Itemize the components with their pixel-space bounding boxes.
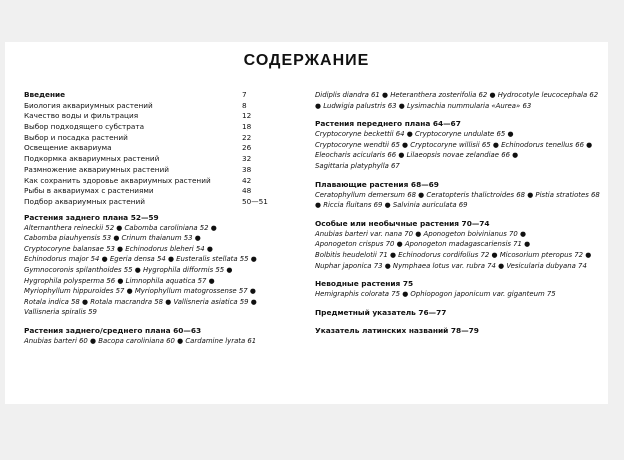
bullet-icon: ● [167, 255, 174, 264]
toc-page-number: 8 [242, 100, 247, 110]
section-entries [315, 229, 600, 271]
plant-entry [126, 277, 207, 285]
section-entries [315, 129, 600, 171]
plant-entry [315, 91, 380, 99]
plant-entry [173, 298, 248, 306]
bullet-icon: ● [489, 91, 496, 99]
bullet-icon: ● [90, 336, 97, 345]
bullet-icon: ● [250, 297, 257, 306]
toc-row [24, 133, 284, 144]
bullet-icon: ● [527, 190, 534, 199]
bullet-icon: ● [507, 130, 514, 139]
plant-entry-text: Lilaeopsis novae zelandiae 66 [406, 151, 510, 160]
plant-entry-text: Micosorium pteropus 72 [499, 250, 584, 259]
plant-entry-text: Sagittaria platyphylla 67 [315, 161, 400, 170]
plant-entry-text: Hygrophila polysperma 56 [24, 276, 116, 285]
plant-entry-text: Heteranthera zosterifolia 62 [390, 91, 488, 99]
bullet-icon: ● [315, 101, 322, 110]
bullet-icon: ● [398, 151, 405, 160]
plant-entry-text: Riccia fluitans 69 [323, 201, 383, 210]
index-section [315, 119, 600, 171]
section-heading: Растения заднего/среднего плана 60—63 [24, 325, 202, 335]
bullet-icon: ● [126, 287, 133, 296]
toc-row [24, 197, 284, 208]
toc-label: Размножение аквариумных растений [24, 164, 170, 174]
section-heading: Предметный указатель 76—77 [315, 307, 447, 317]
plant-entry [315, 151, 396, 159]
plant-entry [315, 251, 388, 259]
plant-entry [315, 191, 416, 199]
plant-entry-text: Cryptocoryne wendtii 65 [315, 140, 400, 149]
bullet-icon: ● [492, 140, 499, 149]
plant-entry-text: Cryptocoryne willisii 65 [410, 140, 491, 149]
plant-entry [24, 245, 115, 253]
bullet-icon: ● [402, 140, 409, 149]
index-section [24, 326, 284, 347]
section-heading: Неводные растения 75 [315, 279, 414, 289]
plant-entry-text: Eusteralis stellata 55 [176, 255, 249, 264]
plant-entry-text: Gymnocoronis spilanthoides 55 [24, 265, 133, 274]
toc-label: Как сохранить здоровье аквариумных растений [24, 175, 211, 185]
bullet-icon: ● [389, 250, 396, 259]
section-entries [24, 336, 284, 347]
plant-entry [122, 234, 193, 242]
plant-entry-text: Bolbitis heudelotii 71 [315, 250, 388, 259]
index-section [315, 180, 600, 211]
plant-entry [24, 255, 99, 263]
bullet-icon: ● [177, 336, 184, 345]
right-sections [315, 90, 600, 336]
plant-entry-text: Hygrophila difformis 55 [143, 265, 225, 274]
bullet-icon: ● [82, 297, 89, 306]
bullet-icon: ● [113, 234, 120, 243]
plant-entry [24, 298, 80, 306]
plant-entry [24, 277, 115, 285]
plant-entry-text: Aponogeton madagascariensis 71 [404, 240, 522, 249]
bullet-icon: ● [586, 140, 593, 149]
toc-label: Подбор аквариумных растений [24, 196, 146, 206]
plant-entry-text: Didiplis diandra 61 [315, 91, 380, 99]
bullet-icon: ● [315, 201, 322, 210]
toc-page-number: 50—51 [242, 196, 268, 206]
toc-label: Освещение аквариума [24, 143, 112, 153]
bullet-icon: ● [418, 190, 425, 199]
plant-entry-text: Cabomba caroliniana 52 [124, 223, 209, 232]
plant-entry [315, 262, 383, 270]
bullet-icon: ● [512, 151, 519, 160]
plant-entry [393, 262, 496, 270]
plant-entry-text: Anubias barteri var. nana 70 [315, 229, 414, 238]
toc-page-number: 42 [242, 175, 252, 185]
bullet-icon: ● [194, 234, 201, 243]
plant-entry [323, 102, 396, 110]
bullet-icon: ● [398, 101, 405, 110]
toc-row [24, 122, 284, 133]
toc-row [24, 101, 284, 112]
bullet-icon: ● [491, 250, 498, 259]
plant-entry-text: Cryptocoryne beckettii 64 [315, 130, 405, 139]
plant-entry [410, 290, 555, 298]
bullet-icon: ● [101, 255, 108, 264]
plant-entry-text: Aponogeton boivinianus 70 [423, 229, 518, 238]
plant-entry-text: Echinodorus tenellus 66 [501, 140, 584, 149]
section-entries [24, 223, 284, 318]
index-section [315, 279, 600, 300]
plant-entry [535, 191, 599, 199]
bullet-icon: ● [381, 91, 388, 99]
plant-entry-text: Aponogeton crispus 70 [315, 240, 395, 249]
plant-entry-text: Alternanthera reineckii 52 [24, 223, 115, 232]
bullet-icon: ● [249, 287, 256, 296]
plant-entry-text: Ceratophyllum demersum 68 [315, 190, 416, 199]
plant-entry-text: Hydrocotyle leucocephala 62 [497, 91, 599, 99]
plant-entry-text: Echinodorus bleheri 54 [125, 244, 205, 253]
bullet-icon: ● [206, 244, 213, 253]
plant-entry [125, 245, 204, 253]
bullet-icon: ● [250, 255, 257, 264]
plant-entry [110, 255, 166, 263]
toc-page-number: 22 [242, 132, 252, 142]
bullet-icon: ● [134, 265, 141, 274]
plant-entry [405, 240, 522, 248]
bullet-icon: ● [585, 250, 592, 259]
bullet-icon: ● [406, 130, 413, 139]
bullet-icon: ● [384, 201, 391, 210]
plant-entry-text: Limnophila aquatica 57 [125, 276, 207, 285]
plant-entry-text: Nymphaea lotus var. rubra 74 [392, 261, 496, 270]
plant-entry [24, 308, 97, 316]
left-column [24, 90, 284, 355]
plant-entry-text: Egeria densa 54 [109, 255, 166, 264]
plant-entry [410, 141, 490, 149]
plant-entry-text: Anubias barteri 60 [24, 336, 88, 345]
plant-entry [415, 130, 505, 138]
bullet-icon: ● [116, 223, 123, 232]
plant-entry-text: Eleocharis acicularis 66 [315, 151, 397, 160]
plant-entry-text: Ceratopteris thalictroides 68 [426, 190, 525, 199]
plant-entry-text: Vallisneria spiralis 59 [24, 308, 97, 317]
section-heading: Плавающие растения 68—69 [315, 179, 439, 189]
plant-entry-text: Rotala indica 58 [24, 297, 80, 306]
plant-entry [398, 251, 489, 259]
bullet-icon: ● [396, 240, 403, 249]
bullet-icon: ● [117, 244, 124, 253]
index-section [315, 308, 600, 318]
toc-page-number: 18 [242, 122, 252, 132]
toc-page-number: 26 [242, 143, 252, 153]
index-section [315, 326, 600, 336]
plant-entry-text: Vesicularia dubyana 74 [506, 261, 587, 270]
plant-entry [501, 141, 584, 149]
plant-entry [315, 230, 413, 238]
plant-entry [176, 255, 248, 263]
bullet-icon: ● [208, 276, 215, 285]
plant-entry-text: Vallisneria asiatica 59 [173, 297, 249, 306]
bullet-icon: ● [117, 276, 124, 285]
plant-entry-text: Nuphar japonica 73 [315, 261, 383, 270]
plant-entry [498, 91, 598, 99]
toc-label: Выбор подходящего субстрата [24, 122, 145, 132]
toc-label: Биология аквариумных растений [24, 100, 153, 110]
bullet-icon: ● [210, 223, 217, 232]
index-section [24, 213, 284, 318]
toc-page-number: 32 [242, 154, 252, 164]
plant-entry [24, 337, 88, 345]
plant-entry [98, 337, 175, 345]
plant-entry [125, 224, 209, 232]
bullet-icon: ● [524, 240, 531, 249]
plant-entry [315, 141, 400, 149]
plant-entry-text: Cryptocoryne undulate 65 [414, 130, 506, 139]
plant-entry [24, 234, 111, 242]
plant-entry [90, 298, 163, 306]
plant-entry [24, 266, 133, 274]
right-column [315, 90, 600, 344]
toc-page-number: 38 [242, 164, 252, 174]
book-page [5, 42, 608, 404]
bullet-icon: ● [498, 261, 505, 270]
plant-entry [315, 290, 400, 298]
toc-page-number: 7 [242, 90, 247, 99]
plant-entry [424, 230, 518, 238]
plant-entry [24, 224, 114, 232]
plant-entry [185, 337, 256, 345]
bullet-icon: ● [519, 229, 526, 238]
section-heading: Указатель латинских названий 78—79 [315, 325, 479, 335]
plant-entry-text: Myriophyllum hippuroides 57 [24, 287, 125, 296]
plant-entry-text: Cabomba piauhyensis 53 [24, 234, 112, 243]
toc-label: Введение [24, 90, 66, 99]
plant-entry [315, 130, 405, 138]
bullet-icon: ● [384, 261, 391, 270]
toc-page-number: 12 [242, 111, 252, 121]
page-title: СОДЕРЖАНИЕ [243, 52, 370, 69]
toc-label: Качество воды и фильтрация [24, 111, 139, 121]
toc-list [24, 90, 284, 208]
bullet-icon: ● [226, 265, 233, 274]
plant-entry-text: Ludwigia palustris 63 [323, 101, 397, 110]
plant-entry [323, 201, 382, 209]
section-entries [315, 190, 600, 211]
toc-label: Подкормка аквариумных растений [24, 154, 160, 164]
plant-entry-text: Rotala macrandra 58 [90, 297, 164, 306]
bullet-icon: ● [415, 229, 422, 238]
plant-entry-text: Pistia stratiotes 68 [535, 190, 600, 199]
toc-row [24, 154, 284, 165]
plant-entry-text: Echinodorus major 54 [24, 255, 100, 264]
plant-entry-text: Lysimachia nummularia «Aurea» 63 [406, 101, 532, 110]
plant-entry [407, 151, 510, 159]
plant-entry [315, 240, 394, 248]
plant-entry [315, 162, 400, 170]
index-section [315, 90, 600, 111]
plant-entry [135, 287, 248, 295]
plant-entry [390, 91, 487, 99]
toc-row [24, 176, 284, 187]
bullet-icon: ● [165, 297, 172, 306]
plant-entry-text: Cardamine lyrata 61 [185, 336, 257, 345]
toc-label: Выбор и посадка растений [24, 132, 128, 142]
plant-entry-text: Bacopa caroliniana 60 [98, 336, 175, 345]
plant-entry [393, 201, 468, 209]
plant-entry [24, 287, 124, 295]
bullet-icon: ● [402, 290, 409, 299]
toc-row [24, 143, 284, 154]
plant-entry-text: Salvinia auriculata 69 [392, 201, 468, 210]
plant-entry-text: Hemigraphis colorata 75 [315, 290, 400, 299]
toc-row [24, 165, 284, 176]
plant-entry [500, 251, 583, 259]
plant-entry [506, 262, 586, 270]
toc-row [24, 90, 284, 101]
plant-entry [407, 102, 531, 110]
plant-entry-text: Myriophyllum matogrossense 57 [134, 287, 248, 296]
plant-entry-text: Cryptocoryne balansae 53 [24, 244, 115, 253]
section-heading: Растения переднего плана 64—67 [315, 119, 461, 129]
plant-entry-text: Echinodorus cordifolius 72 [398, 250, 490, 259]
left-sections [24, 213, 284, 347]
toc-row [24, 111, 284, 122]
section-heading: Особые или необычные растения 70—74 [315, 218, 490, 228]
plant-entry-text: Ophiopogon japonicum var. giganteum 75 [410, 290, 556, 299]
plant-entry-text: Crinum thaianum 53 [121, 234, 193, 243]
toc-page-number: 48 [242, 186, 252, 196]
section-entries [315, 90, 600, 111]
plant-entry [143, 266, 224, 274]
section-entries [315, 289, 600, 300]
index-section [315, 219, 600, 271]
plant-entry [426, 191, 525, 199]
toc-row [24, 186, 284, 197]
section-heading: Растения заднего плана 52—59 [24, 212, 159, 222]
toc-label: Рыбы в аквариумах с растениями [24, 186, 154, 196]
